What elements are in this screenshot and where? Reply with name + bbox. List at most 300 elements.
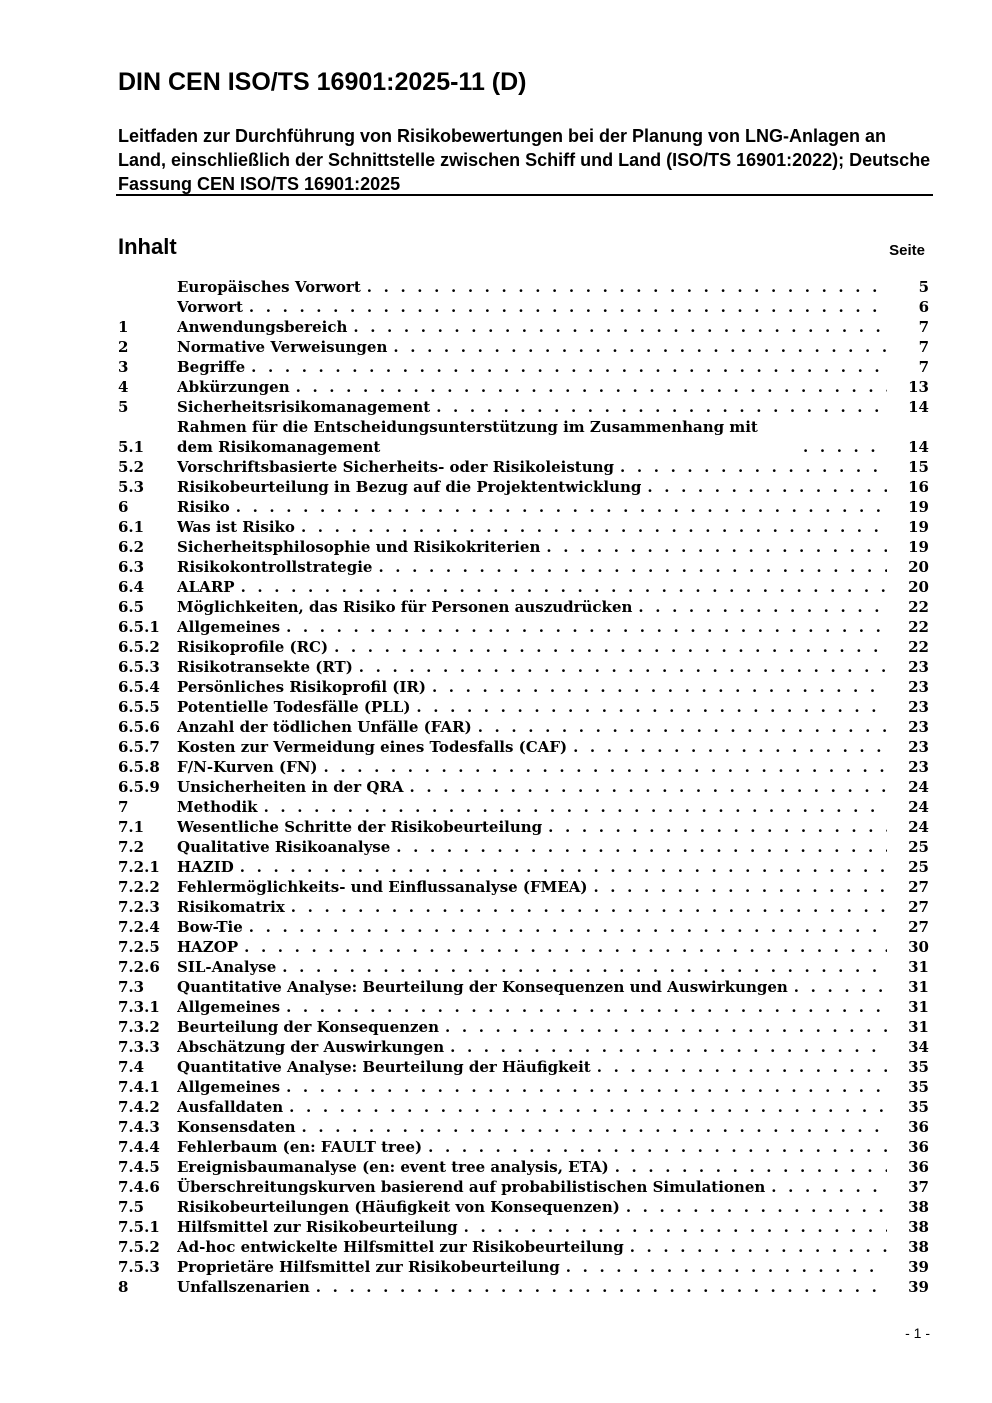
toc-entry-body [177, 497, 887, 517]
toc-entry[interactable] [118, 697, 929, 717]
toc-entry-number: 6.5.9 [118, 778, 160, 796]
toc-entry[interactable] [118, 577, 929, 597]
toc-entry-title: Risikobeurteilung in Bezug auf die Projektentwicklung [177, 478, 642, 496]
toc-entry-body [177, 917, 887, 937]
toc-entry-number: 6.5.5 [118, 698, 160, 716]
toc-entry-page: 36 [908, 1118, 929, 1136]
toc-dot-leader [296, 1117, 887, 1137]
toc-entry-body [177, 1257, 887, 1277]
toc-entry-title: Vorwort [177, 298, 243, 316]
toc-entry-number: 6.5.6 [118, 718, 160, 736]
toc-entry-page: 38 [908, 1238, 929, 1256]
table-of-contents [118, 277, 929, 1297]
toc-entry-body [177, 1057, 887, 1077]
toc-entry-page: 35 [908, 1078, 929, 1096]
toc-entry-number: 3 [118, 358, 129, 376]
toc-dot-leader [614, 457, 887, 477]
toc-dot-leader [285, 897, 887, 917]
toc-entry-title: Methodik [177, 798, 258, 816]
toc-entry-number: 6.5 [118, 598, 145, 616]
toc-entry-number: 6.2 [118, 538, 145, 556]
toc-dot-leader [328, 637, 887, 657]
toc-entry[interactable] [118, 1157, 929, 1177]
toc-dot-leader [280, 617, 887, 637]
toc-entry[interactable] [118, 417, 929, 457]
toc-entry-number: 7.2.3 [118, 898, 160, 916]
toc-entry-body [177, 897, 887, 917]
toc-entry-body [177, 1217, 887, 1237]
toc-entry-title: Abkürzungen [177, 378, 290, 396]
toc-entry-page: 22 [908, 598, 929, 616]
toc-dot-leader [788, 977, 887, 997]
toc-entry[interactable] [118, 1217, 929, 1237]
toc-dot-leader [276, 957, 887, 977]
toc-entry-page: 27 [908, 898, 929, 916]
toc-entry[interactable] [118, 1037, 929, 1057]
toc-entry-title: HAZOP [177, 938, 239, 956]
toc-entry[interactable] [118, 857, 929, 877]
toc-entry-page: 35 [908, 1058, 929, 1076]
toc-entry-number: 7.2.5 [118, 938, 160, 956]
toc-entry-page: 22 [908, 638, 929, 656]
toc-entry-body [177, 797, 887, 817]
toc-entry[interactable] [118, 1097, 929, 1117]
toc-entry-body [177, 397, 887, 417]
toc-entry-number: 7.4.5 [118, 1158, 160, 1176]
toc-dot-leader [567, 737, 887, 757]
toc-entry[interactable] [118, 297, 929, 317]
toc-dot-leader [238, 937, 887, 957]
toc-entry-number: 7.2.6 [118, 958, 160, 976]
toc-dot-leader [444, 1037, 887, 1057]
toc-dot-leader [542, 817, 887, 837]
toc-dot-leader [430, 397, 887, 417]
toc-entry-body [177, 517, 887, 537]
toc-entry[interactable] [118, 777, 929, 797]
toc-entry[interactable] [118, 1057, 929, 1077]
toc-entry-body [177, 1017, 887, 1037]
toc-entry-title: Potentielle Todesfälle (PLL) [177, 698, 411, 716]
toc-entry[interactable] [118, 957, 929, 977]
toc-entry-page: 39 [908, 1258, 929, 1276]
toc-entry-number: 7.5.1 [118, 1218, 160, 1236]
toc-entry-title: Unsicherheiten in der QRA [177, 778, 404, 796]
toc-entry-number: 1 [118, 318, 129, 336]
toc-entry[interactable] [118, 1257, 929, 1277]
toc-entry-body [177, 857, 887, 877]
toc-entry-title: Risikokontrollstrategie [177, 558, 373, 576]
page-number: - 1 - [905, 1325, 930, 1341]
toc-dot-leader [235, 577, 887, 597]
toc-entry-body [177, 657, 887, 677]
toc-entry-title: Abschätzung der Auswirkungen [177, 1038, 445, 1056]
toc-entry-page: 23 [908, 738, 929, 756]
toc-entry-number: 7.3 [118, 978, 145, 996]
toc-entry-page: 38 [908, 1198, 929, 1216]
toc-entry-body [177, 817, 887, 837]
toc-entry-page: 6 [918, 298, 929, 316]
toc-entry-page: 31 [908, 998, 929, 1016]
toc-entry-title: HAZID [177, 858, 234, 876]
toc-dot-leader [310, 1277, 887, 1297]
toc-entry[interactable] [118, 557, 929, 577]
toc-entry-title: Allgemeines [177, 998, 281, 1016]
toc-entry-number: 7.4.4 [118, 1138, 160, 1156]
toc-entry-body [177, 937, 887, 957]
toc-entry-page: 35 [908, 1098, 929, 1116]
toc-entry-page: 38 [908, 1218, 929, 1236]
toc-dot-leader [230, 497, 887, 517]
toc-entry[interactable] [118, 1177, 929, 1197]
toc-entry-title: Konsensdaten [177, 1118, 296, 1136]
toc-entry-title: Allgemeines [177, 618, 281, 636]
toc-entry[interactable] [118, 1077, 929, 1097]
toc-entry-body [177, 977, 887, 997]
toc-entry-body [177, 477, 887, 497]
toc-entry-body [177, 557, 887, 577]
toc-entry-number: 5.3 [118, 478, 145, 496]
toc-dot-leader [422, 1137, 887, 1157]
toc-dot-leader [245, 357, 887, 377]
toc-dot-leader [280, 997, 887, 1017]
toc-entry-number: 7.3.1 [118, 998, 160, 1016]
toc-entry-body [177, 577, 887, 597]
toc-entry[interactable] [118, 1197, 929, 1217]
toc-entry[interactable] [118, 337, 929, 357]
toc-entry-title: Wesentliche Schritte der Risikobeurteilung [177, 818, 543, 836]
toc-entry-title: Europäisches Vorwort [177, 278, 361, 296]
toc-dot-leader [620, 1197, 887, 1217]
toc-entry-page: 25 [908, 858, 929, 876]
toc-entry-body [177, 317, 887, 337]
toc-dot-leader [243, 297, 887, 317]
toc-entry-title: Persönliches Risikoprofil (IR) [177, 678, 426, 696]
toc-entry[interactable] [118, 317, 929, 337]
toc-entry-page: 23 [908, 718, 929, 736]
toc-dot-leader [318, 757, 887, 777]
toc-dot-leader [243, 917, 887, 937]
page-column-label: Seite [889, 242, 925, 259]
toc-entry-number: 7.3.3 [118, 1038, 160, 1056]
toc-entry-number: 7.4.6 [118, 1178, 160, 1196]
toc-entry-title: Risikobeurteilungen (Häufigkeit von Konsequenzen) [177, 1198, 620, 1216]
toc-entry-body [177, 1237, 887, 1257]
toc-entry[interactable] [118, 737, 929, 757]
toc-entry-body [177, 537, 887, 557]
toc-entry[interactable] [118, 377, 929, 397]
toc-entry[interactable] [118, 797, 929, 817]
toc-dot-leader [258, 797, 887, 817]
toc-entry-page: 37 [908, 1178, 929, 1196]
toc-entry[interactable] [118, 1237, 929, 1257]
toc-dot-leader [387, 337, 887, 357]
toc-entry-title: Fehlerbaum (en: FAULT tree) [177, 1138, 423, 1156]
toc-entry-page: 20 [908, 558, 929, 576]
toc-entry-body [177, 1197, 887, 1217]
toc-heading: Inhalt [118, 234, 177, 259]
toc-entry-page: 14 [908, 398, 929, 416]
toc-dot-leader [797, 437, 887, 457]
toc-dot-leader [361, 277, 887, 297]
toc-entry-body [177, 757, 887, 777]
toc-entry-title: Unfallszenarien [177, 1278, 310, 1296]
toc-entry-number: 7.2.2 [118, 878, 160, 896]
toc-entry-title: Allgemeines [177, 1078, 281, 1096]
toc-entry-number: 6.1 [118, 518, 145, 536]
toc-entry-title: Risikomatrix [177, 898, 285, 916]
toc-entry[interactable] [118, 1117, 929, 1137]
toc-entry-title: SIL-Analyse [177, 958, 277, 976]
toc-entry-title: Sicherheitsphilosophie und Risikokriterien [177, 538, 541, 556]
toc-entry-page: 5 [918, 278, 929, 296]
toc-entry-title: F/N-Kurven (FN) [177, 758, 318, 776]
toc-entry-page: 7 [918, 358, 929, 376]
toc-entry-page: 31 [908, 958, 929, 976]
toc-entry-number: 6.5.2 [118, 638, 160, 656]
toc-entry-number: 7.2 [118, 838, 145, 856]
toc-entry-page: 31 [908, 1018, 929, 1036]
toc-entry-title: Überschreitungskurven basierend auf probabilistischen Simulationen [177, 1178, 766, 1196]
toc-entry-number: 7 [118, 798, 129, 816]
toc-entry[interactable] [118, 837, 929, 857]
toc-entry-page: 27 [908, 918, 929, 936]
toc-entry[interactable] [118, 637, 929, 657]
toc-entry-body [177, 597, 887, 617]
toc-entry-body [177, 1097, 887, 1117]
toc-entry-page: 22 [908, 618, 929, 636]
toc-entry-page: 24 [908, 778, 929, 796]
toc-dot-leader [765, 1177, 887, 1197]
toc-entry-page: 23 [908, 758, 929, 776]
toc-dot-leader [390, 837, 887, 857]
toc-entry[interactable] [118, 597, 929, 617]
toc-entry-title: Begriffe [177, 358, 246, 376]
toc-entry-page: 36 [908, 1138, 929, 1156]
toc-dot-leader [280, 1077, 887, 1097]
toc-entry-body [177, 457, 887, 477]
toc-entry-page: 23 [908, 698, 929, 716]
toc-entry-number: 6.5.1 [118, 618, 160, 636]
toc-entry[interactable] [118, 397, 929, 417]
toc-entry-number: 4 [118, 378, 129, 396]
toc-entry-body [177, 297, 887, 317]
toc-entry-number: 6.3 [118, 558, 145, 576]
toc-dot-leader [426, 677, 887, 697]
toc-entry-body [177, 1277, 887, 1297]
toc-entry-page: 15 [908, 458, 929, 476]
toc-entry-page: 7 [918, 318, 929, 336]
toc-entry-body [177, 1077, 887, 1097]
toc-entry-page: 34 [908, 1038, 929, 1056]
toc-entry-number: 7.5 [118, 1198, 145, 1216]
toc-entry-number: 7.3.2 [118, 1018, 160, 1036]
toc-dot-leader [609, 1157, 887, 1177]
toc-entry-body [177, 1177, 887, 1197]
toc-entry-body [177, 837, 887, 857]
toc-entry-title: Was ist Risiko [177, 518, 295, 536]
toc-entry[interactable] [118, 457, 929, 477]
toc-entry-page: 36 [908, 1158, 929, 1176]
toc-entry-title: Risikoprofile (RC) [177, 638, 329, 656]
toc-entry-body [177, 417, 887, 457]
toc-entry[interactable] [118, 917, 929, 937]
toc-entry-page: 23 [908, 658, 929, 676]
toc-entry-title: Normative Verweisungen [177, 338, 388, 356]
toc-dot-leader [290, 377, 887, 397]
toc-dot-leader [472, 717, 887, 737]
toc-entry-title: Sicherheitsrisikomanagement [177, 398, 431, 416]
toc-entry-title: Quantitative Analyse: Beurteilung der Konsequenzen und Auswirkungen [177, 978, 788, 996]
toc-entry-page: 20 [908, 578, 929, 596]
toc-entry-body [177, 1157, 887, 1177]
toc-entry-number: 7.2.1 [118, 858, 160, 876]
toc-entry-body [177, 957, 887, 977]
document-title: DIN CEN ISO/TS 16901:2025-11 (D) [118, 68, 527, 96]
toc-entry-body [177, 717, 887, 737]
toc-entry[interactable] [118, 937, 929, 957]
toc-entry-body [177, 697, 887, 717]
toc-entry-number: 7.4.1 [118, 1078, 160, 1096]
toc-entry-page: 39 [908, 1278, 929, 1296]
title-divider [116, 194, 933, 196]
toc-entry[interactable] [118, 657, 929, 677]
toc-entry-title: Vorschriftsbasierte Sicherheits- oder Risikoleistung [177, 458, 615, 476]
toc-entry-title: Bow-Tie [177, 918, 243, 936]
toc-entry-title: Ereignisbaumanalyse (en: event tree analysis, ETA) [177, 1158, 609, 1176]
toc-entry-title: Kosten zur Vermeidung eines Todesfalls (CAF) [177, 738, 568, 756]
toc-entry-number: 6.5.7 [118, 738, 160, 756]
toc-entry-page: 23 [908, 678, 929, 696]
toc-entry-body [177, 617, 887, 637]
toc-entry-number: 7.2.4 [118, 918, 160, 936]
toc-dot-leader [283, 1097, 887, 1117]
toc-entry-title: Qualitative Risikoanalyse [177, 838, 391, 856]
toc-entry-number: 2 [118, 338, 129, 356]
toc-entry-page: 31 [908, 978, 929, 996]
toc-entry-title: Beurteilung der Konsequenzen [177, 1018, 439, 1036]
toc-entry-title: Ausfalldaten [177, 1098, 284, 1116]
toc-entry[interactable] [118, 717, 929, 737]
toc-entry[interactable] [118, 1017, 929, 1037]
toc-entry-body [177, 777, 887, 797]
toc-dot-leader [632, 597, 887, 617]
toc-entry[interactable] [118, 537, 929, 557]
toc-entry-page: 24 [908, 818, 929, 836]
toc-entry-title: Möglichkeiten, das Risiko für Personen auszudrücken [177, 598, 633, 616]
toc-entry-title: Hilfsmittel zur Risikobeurteilung [177, 1218, 458, 1236]
toc-entry-title: Ad-hoc entwickelte Hilfsmittel zur Risikobeurteilung [177, 1238, 624, 1256]
toc-entry-page: 24 [908, 798, 929, 816]
toc-entry[interactable] [118, 497, 929, 517]
toc-entry-title: Risiko [177, 498, 230, 516]
toc-entry[interactable] [118, 357, 929, 377]
toc-entry-title: Proprietäre Hilfsmittel zur Risikobeurteilung [177, 1258, 560, 1276]
toc-entry-number: 6.5.4 [118, 678, 160, 696]
toc-entry-page: 27 [908, 878, 929, 896]
toc-entry[interactable] [118, 977, 929, 997]
toc-entry-page: 30 [908, 938, 929, 956]
toc-entry-number: 7.4.2 [118, 1098, 160, 1116]
toc-dot-leader [439, 1017, 887, 1037]
toc-dot-leader [458, 1217, 887, 1237]
toc-entry-body [177, 737, 887, 757]
toc-entry[interactable] [118, 677, 929, 697]
toc-dot-leader [347, 317, 887, 337]
toc-entry-number: 8 [118, 1278, 129, 1296]
toc-entry-number: 5 [118, 398, 129, 416]
toc-entry-number: 6.5.8 [118, 758, 160, 776]
toc-entry-title: Risikotransekte (RT) [177, 658, 353, 676]
toc-dot-leader [295, 517, 887, 537]
toc-entry-number: 7.4.3 [118, 1118, 160, 1136]
toc-entry-body [177, 637, 887, 657]
toc-entry-body [177, 377, 887, 397]
toc-entry-body [177, 997, 887, 1017]
toc-entry-title: Anzahl der tödlichen Unfälle (FAR) [177, 718, 472, 736]
toc-entry[interactable] [118, 1277, 929, 1297]
toc-dot-leader [560, 1257, 887, 1277]
toc-entry-page: 19 [908, 538, 929, 556]
toc-entry-body [177, 277, 887, 297]
toc-dot-leader [404, 777, 887, 797]
toc-entry-page: 13 [908, 378, 929, 396]
toc-entry-page: 7 [918, 338, 929, 356]
toc-entry-title: Fehlermöglichkeits- und Einflussanalyse (FMEA) [177, 878, 588, 896]
toc-entry-page: 14 [908, 438, 929, 456]
toc-dot-leader [624, 1237, 887, 1257]
toc-dot-leader [353, 657, 887, 677]
toc-entry-number: 5.1 [118, 438, 145, 456]
toc-entry-body [177, 1137, 887, 1157]
toc-entry-page: 25 [908, 838, 929, 856]
toc-entry-number: 5.2 [118, 458, 145, 476]
toc-entry[interactable] [118, 817, 929, 837]
toc-entry-title: Anwendungsbereich [177, 318, 348, 336]
toc-entry-title: ALARP [177, 578, 235, 596]
toc-dot-leader [591, 1057, 887, 1077]
toc-entry-body [177, 1037, 887, 1057]
toc-entry-body [177, 1117, 887, 1137]
toc-entry-body [177, 357, 887, 377]
toc-entry-body [177, 877, 887, 897]
toc-entry[interactable] [118, 477, 929, 497]
toc-dot-leader [234, 857, 887, 877]
toc-dot-leader [372, 557, 887, 577]
toc-entry[interactable] [118, 877, 929, 897]
toc-entry-number: 7.1 [118, 818, 145, 836]
toc-entry-number: 6.4 [118, 578, 145, 596]
toc-entry[interactable] [118, 997, 929, 1017]
toc-entry[interactable] [118, 277, 929, 297]
toc-entry-title: Rahmen für die Entscheidungsunterstützung im Zusammenhang mit dem Risikomanagement [177, 418, 758, 456]
toc-entry-number: 6.5.3 [118, 658, 160, 676]
document-subtitle: Leitfaden zur Durchführung von Risikobewertungen bei der Planung von LNG-Anlagen an Land, einschließlich der Schnittstelle zwischen Schiff und Land (ISO/TS 16901:2022); Deutsche Fassung CEN ISO/TS 16901:2025 [118, 126, 931, 194]
toc-dot-leader [540, 537, 887, 557]
toc-dot-leader [641, 477, 887, 497]
toc-entry[interactable] [118, 757, 929, 777]
toc-entry-body [177, 337, 887, 357]
toc-entry[interactable] [118, 1137, 929, 1157]
toc-dot-leader [587, 877, 887, 897]
toc-entry[interactable] [118, 617, 929, 637]
toc-entry-number: 6 [118, 498, 129, 516]
toc-entry-number: 7.5.3 [118, 1258, 160, 1276]
toc-entry-page: 19 [908, 518, 929, 536]
toc-entry[interactable] [118, 517, 929, 537]
toc-entry-number: 7.5.2 [118, 1238, 160, 1256]
toc-entry-page: 19 [908, 498, 929, 516]
toc-entry[interactable] [118, 897, 929, 917]
